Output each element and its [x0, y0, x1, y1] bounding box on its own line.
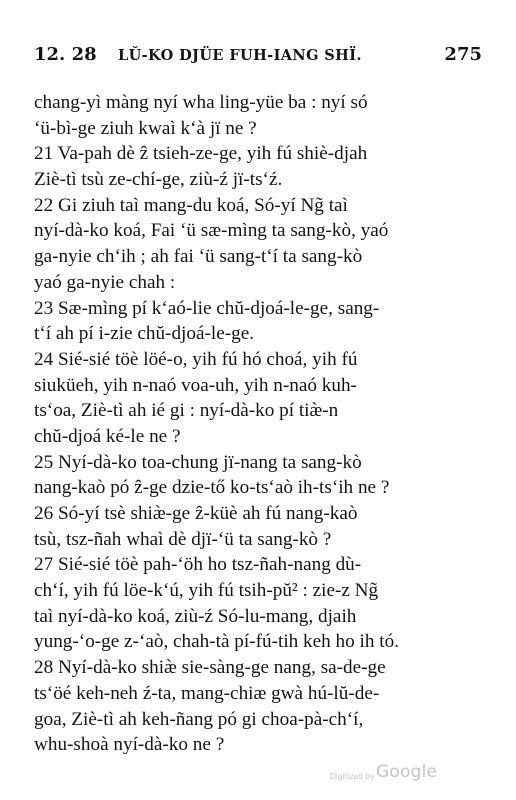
text-line: 26 Só-yí tsè shiæ̀-ge ẑ-küè ah fú nang-kaò [34, 503, 358, 524]
page-number: 275 [444, 44, 482, 65]
text-line: 25 Nyí-dà-ko toa-chung jï-nang ta sang-kò [34, 451, 362, 473]
text-line: 28 Nyí-dà-ko shiæ̀ sie-sàng-ge nang, sa-de-ge [34, 657, 386, 679]
text-line: chŭ-djoá ké-le ne ? [34, 425, 181, 447]
google-logo: Google [376, 762, 438, 782]
text-line: whu-shoà nyí-dà-ko ne ? [34, 734, 225, 756]
text-line: ts‘öé keh-neh ź-ta, mang-chiæ gwà hú-lŭ-de- [34, 682, 380, 704]
text-line: ts‘oa, Ziè-tì ah ié gi : nyí-dà-ko pí tiæ̀-n [34, 400, 339, 422]
scripture-text [34, 90, 462, 758]
text-line: 27 Sié-sié töè pah-‘öh ho tsz-ñah-nang dù- [34, 554, 362, 576]
text-line: goa, Ziè-tì ah keh-ñang pó gi choa-pà-ch‘í, [34, 708, 364, 730]
text-line: t‘í ah pí i-zie chŭ-djoá-le-ge. [34, 323, 255, 345]
watermark-prefix: Digitized by [330, 772, 375, 781]
text-line: nyí-dà-ko koá, Fai ‘ü sæ-mìng ta sang-kò, yaó [34, 220, 389, 242]
text-line: nang-kaò pó ẑ-ge dzie-tő ko-ts‘aò ih-ts‘ih ne ? [34, 477, 390, 499]
text-line: yaó ga-nyie chah : [34, 271, 176, 293]
text-line: 23 Sæ-mìng pí k‘aó-lie chŭ-djoá-le-ge, sang- [34, 297, 380, 319]
text-line: taì nyí-dà-ko koá, ziù-ź Só-lu-mang, djaih [34, 605, 357, 627]
text-line: 22 Gi ziuh taì mang-du koá, Só-yí Ng̃ taì [34, 194, 348, 216]
text-line: 21 Va-pah dè ẑ tsieh-ze-ge, yih fú shiè-djah [34, 143, 368, 165]
book-title: LŬ-KO DJÜE FUH-IANG SHÏ. [118, 47, 362, 64]
text-line: ga-nyie ch‘ih ; ah fai ‘ü sang-t‘í ta sang-kò [34, 246, 363, 268]
text-line: Ziè-tì tsù ze-chí-ge, ziù-ź jï-ts‘ź. [34, 169, 283, 191]
text-line: yung-‘o-ge z-‘aò, chah-tà pí-fú-tih keh ho ih tó. [34, 631, 399, 653]
text-line: siuküeh, yih n-naó voa-uh, yih n-naó kuh- [34, 374, 357, 396]
text-line: ch‘í, yih fú löe-k‘ú, yih fú tsih-pŭ² : zie-z Ng̃ [34, 580, 379, 602]
text-line: 24 Sié-sié töè löé-o, yih fú hó choá, yih fú [34, 348, 358, 370]
text-line: chang-yì màng nyí wha ling-yüe ba : nyí só [34, 92, 368, 113]
text-line: tsù, tsz-ñah whaì dè djï-‘ü ta sang-kò ? [34, 528, 332, 550]
text-line: ‘ü-bì-ge ziuh kwaì k‘à jï ne ? [34, 117, 257, 139]
digitized-watermark [330, 760, 440, 788]
chapter-verse-ref: 12. 28 [34, 44, 97, 65]
running-header [34, 44, 486, 70]
